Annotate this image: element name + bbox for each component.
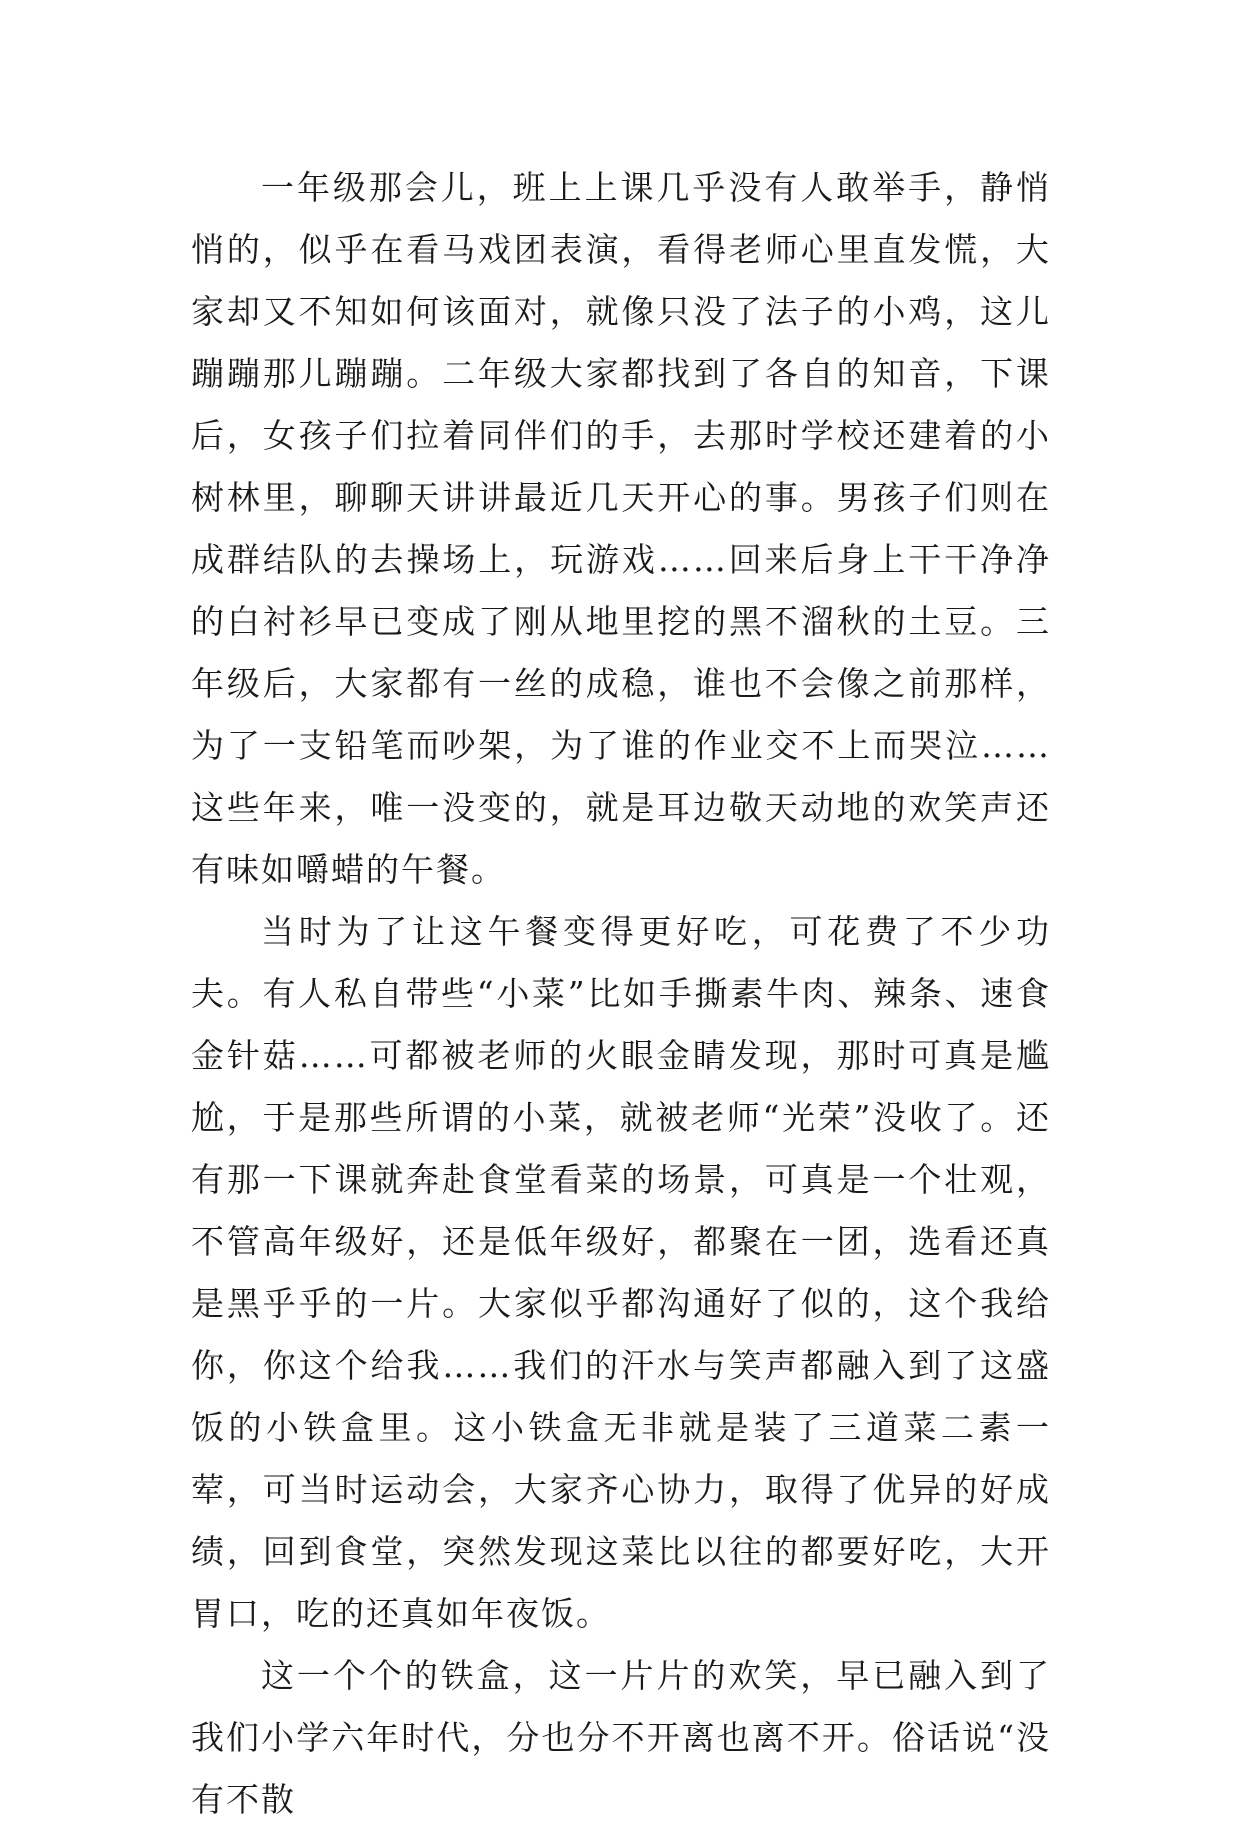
paragraph-3: 这一个个的铁盒，这一片片的欢笑，早已融入到了我们小学六年时代，分也分不开离也离不开。俗话说“没有不散 — [191, 1656, 1051, 1819]
document-body — [191, 157, 1051, 1831]
paragraph-2: 当时为了让这午餐变得更好吃，可花费了不少功夫。有人私自带些“小菜”比如手撕素牛肉、辣条、速食金针菇……可都被老师的火眼金睛发现，那时可真是尴尬，于是那些所谓的小菜，就被老师“光荣”没收了。还有那一下课就奔赴食堂看菜的场景，可真是一个壮观，不管高年级好，还是低年级好，都聚在一团，选看还真是黑乎乎的一片。大家似乎都沟通好了似的，这个我给你，你这个给我……我们的汗水与笑声都融入到了这盛饭的小铁盒里。这小铁盒无非就是装了三道菜二素一荤，可当时运动会，大家齐心协力，取得了优异的好成绩，回到食堂，突然发现这菜比以往的都要好吃，大开胃口，吃的还真如年夜饭。 — [191, 912, 1051, 1633]
paragraph-1: 一年级那会儿，班上上课几乎没有人敢举手，静悄悄的，似乎在看马戏团表演，看得老师心里直发慌，大家却又不知如何该面对，就像只没了法子的小鸡，这儿蹦蹦那儿蹦蹦。二年级大家都找到了各自的知音，下课后，女孩子们拉着同伴们的手，去那时学校还建着的小树林里，聊聊天讲讲最近几天开心的事。男孩子们则在成群结队的去操场上，玩游戏……回来后身上干干净净的白衬衫早已变成了刚从地里挖的黑不溜秋的土豆。三年级后，大家都有一丝的成稳，谁也不会像之前那样，为了一支铅笔而吵架，为了谁的作业交不上而哭泣……这些年来，唯一没变的，就是耳边敬天动地的欢笑声还有味如嚼蜡的午餐。 — [191, 168, 1051, 889]
